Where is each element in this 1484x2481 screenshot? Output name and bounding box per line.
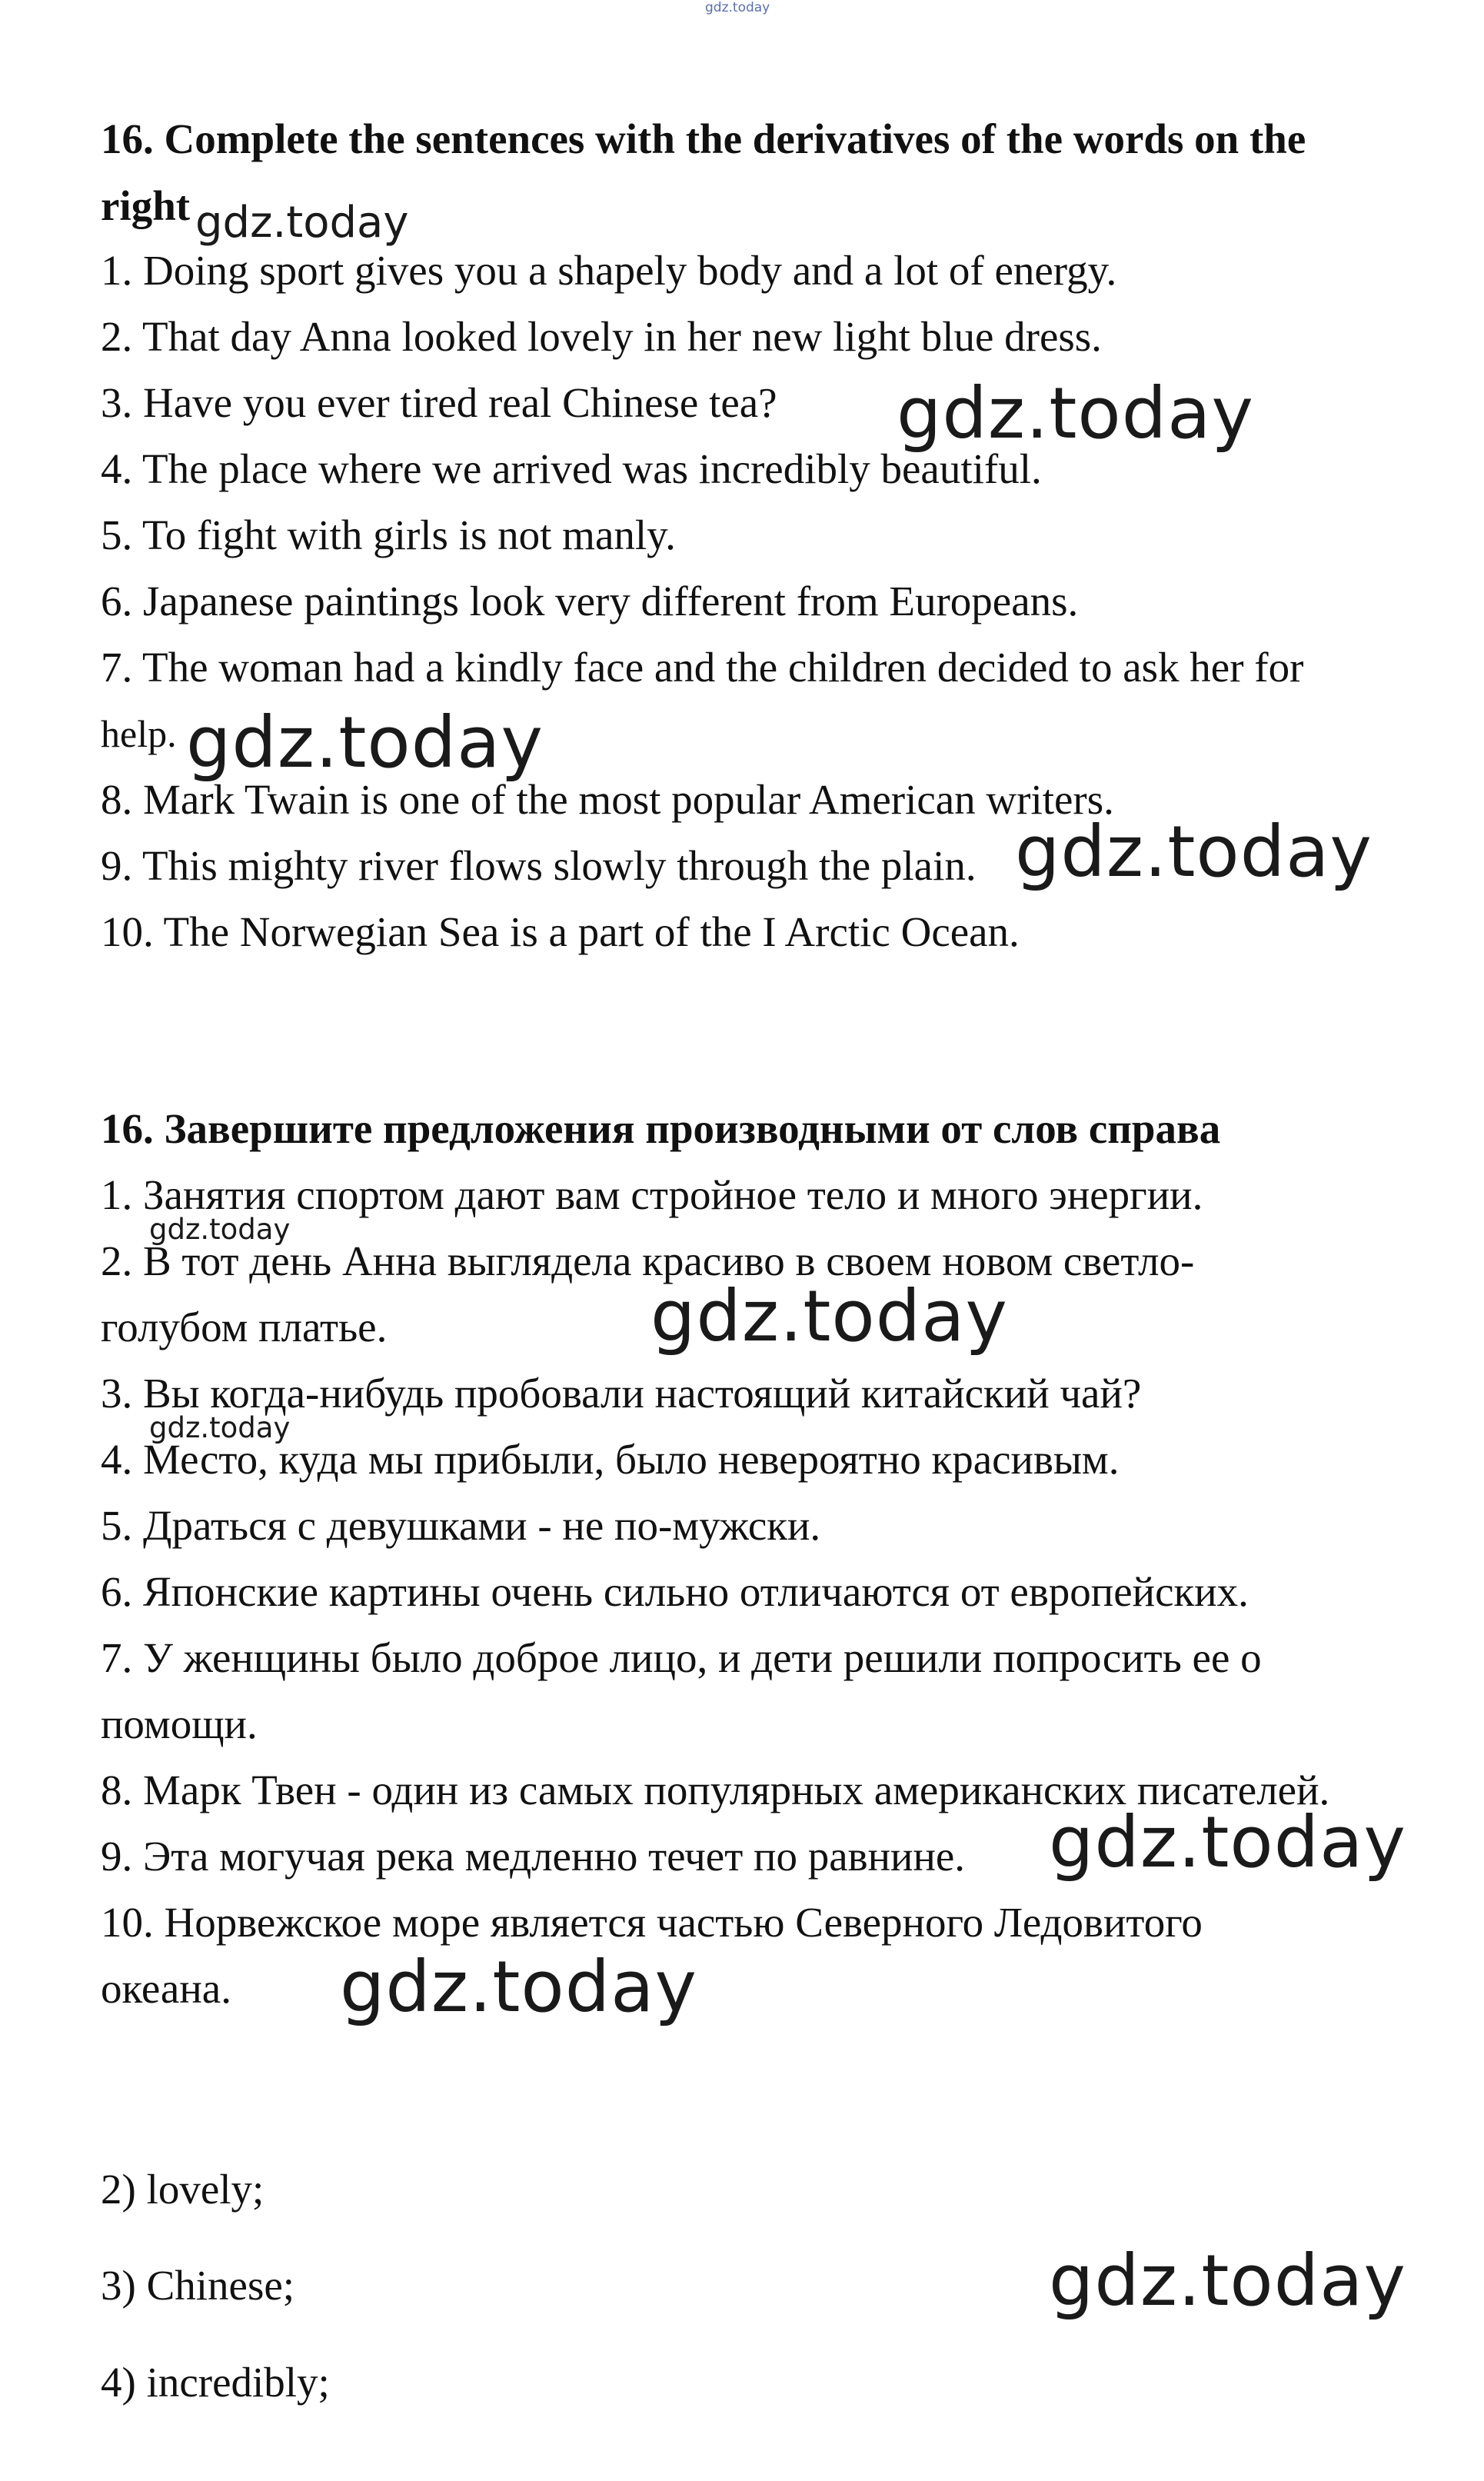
russian-item-2-continued: голубом платье.: [101, 1304, 388, 1350]
russian-item-7: 7. У женщины было доброе лицо, и дети решили попросить ее о: [101, 1634, 1262, 1681]
russian-item-8: 8. Марк Твен - один из самых популярных американских писателей.: [101, 1767, 1330, 1813]
russian-item-3: 3. Вы когда-нибудь пробовали настоящий китайский чай?: [101, 1370, 1142, 1417]
watermark: gdz.today: [897, 372, 1254, 455]
watermark: gdz.today: [186, 701, 544, 784]
english-heading-line2: right: [101, 182, 191, 229]
watermark: gdz.today: [650, 1275, 1008, 1357]
english-item-7: 7. The woman had a kindly face and the children decided to ask her for: [101, 644, 1304, 691]
watermark: gdz.today: [340, 1946, 697, 2028]
english-item-6: 6. Japanese paintings look very different from Europeans.: [101, 578, 1079, 624]
english-item-5: 5. To fight with girls is not manly.: [101, 511, 676, 558]
watermark: gdz.today: [1049, 1801, 1406, 1883]
watermark: gdz.today: [1015, 811, 1373, 893]
english-item-7-continued: help.: [101, 712, 177, 755]
answer-3: 3) Chinese;: [101, 2262, 295, 2309]
english-item-10: 10. The Norwegian Sea is a part of the I Arctic Ocean.: [101, 908, 1020, 955]
english-item-8: 8. Mark Twain is one of the most popular American writers.: [101, 776, 1114, 823]
russian-item-4: 4. Место, куда мы прибыли, было невероятно красивым.: [101, 1436, 1120, 1483]
watermark: gdz.today: [149, 1411, 291, 1444]
answer-4: 4) incredibly;: [101, 2359, 330, 2406]
english-item-9: 9. This mighty river flows slowly through the plain.: [101, 842, 977, 889]
russian-heading: 16. Завершите предложения производными от слов справа: [101, 1105, 1221, 1152]
russian-item-10-continued: океана.: [101, 1965, 231, 2012]
russian-item-7-continued: помощи.: [101, 1700, 258, 1747]
english-item-3: 3. Have you ever tired real Chinese tea?: [101, 379, 777, 426]
watermark: gdz.today: [1049, 2240, 1406, 2322]
english-heading-line1: 16. Complete the sentences with the derivatives of the words on the: [101, 115, 1306, 162]
english-item-2: 2. That day Anna looked lovely in her new light blue dress.: [101, 313, 1102, 360]
answer-2: 2) lovely;: [101, 2166, 265, 2213]
russian-item-1: 1. Занятия спортом дают вам стройное тело и много энергии.: [101, 1171, 1203, 1218]
english-item-1: 1. Doing sport gives you a shapely body and a lot of energy.: [101, 247, 1117, 294]
english-item-4: 4. The place where we arrived was incredibly beautiful.: [101, 445, 1042, 492]
watermark-top: gdz.today: [705, 0, 770, 15]
watermark: gdz.today: [149, 1213, 291, 1246]
russian-item-5: 5. Драться с девушками - не по-мужски.: [101, 1502, 821, 1549]
russian-item-10: 10. Норвежское море является частью Северного Ледовитого: [101, 1899, 1203, 1946]
watermark: gdz.today: [195, 198, 409, 248]
russian-item-6: 6. Японские картины очень сильно отличаются от европейских.: [101, 1568, 1249, 1615]
russian-item-2: 2. В тот день Анна выглядела красиво в своем новом светло-: [101, 1237, 1195, 1284]
russian-item-9: 9. Эта могучая река медленно течет по равнине.: [101, 1833, 966, 1880]
